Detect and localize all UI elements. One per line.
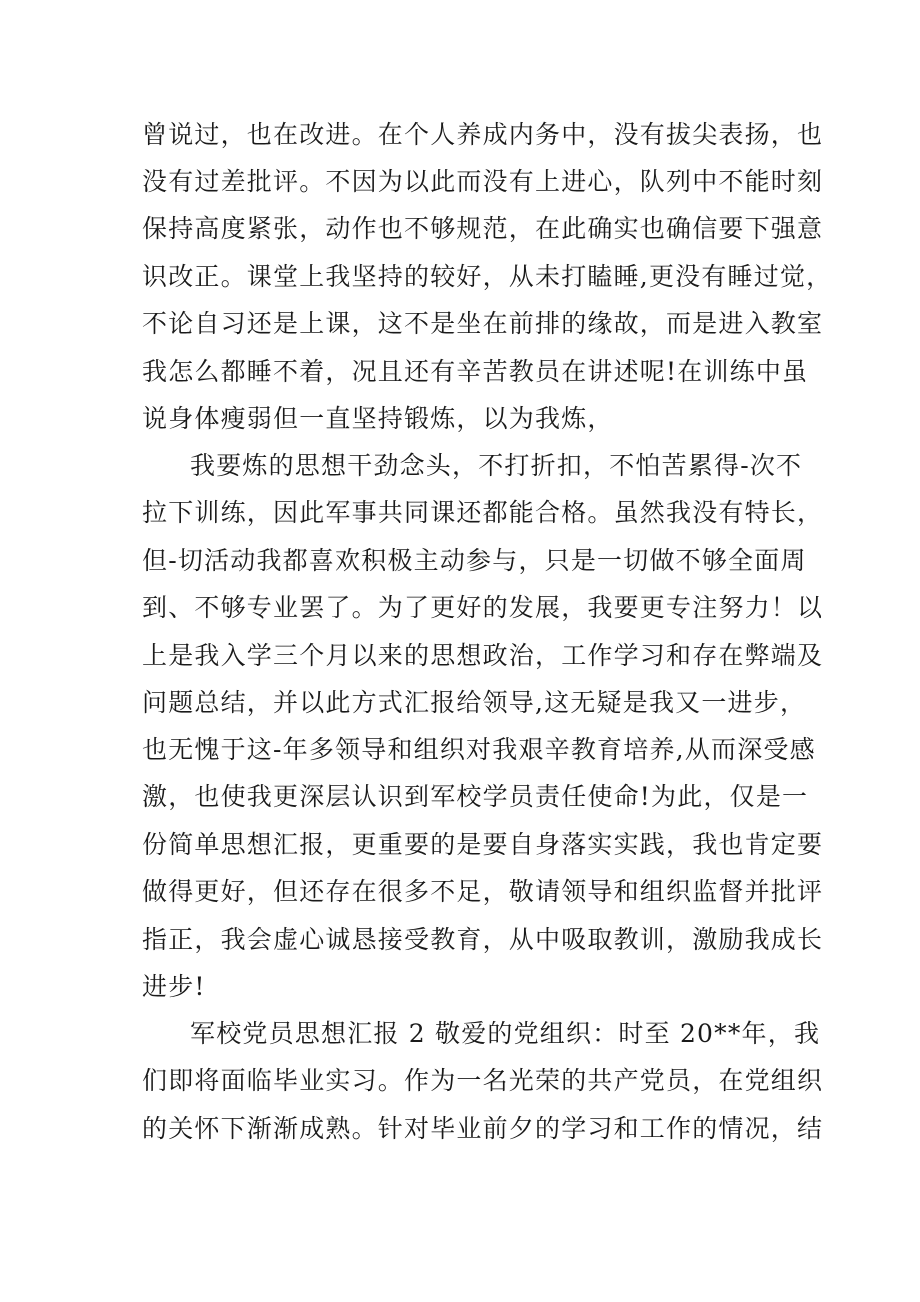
paragraph-start-line: 军校党员思想汇报 2 敬爱的党组织：时至 20**年，我 <box>190 1019 821 1048</box>
text-line: 说身体瘦弱但一直坚持锻炼，以为我炼， <box>142 404 614 433</box>
text-line: 曾说过，也在改进。在个人养成内务中，没有拔尖表扬，也 <box>142 120 824 149</box>
text-line: 做得更好，但还存在很多不足，敬请领导和组织监督并批评 <box>142 877 824 906</box>
text-line: 不论自习还是上课，这不是坐在前排的缘故，而是进入教室 <box>142 309 824 338</box>
text-line: 的关怀下渐渐成熟。针对毕业前夕的学习和工作的情况，结 <box>142 1114 824 1143</box>
paragraph-start-line: 我要炼的思想干劲念头，不打折扣，不怕苦累得-次不 <box>190 451 803 480</box>
text-line: 我怎么都睡不着，况且还有辛苦教员在讲述呢!在训练中虽 <box>142 357 809 386</box>
text-line: 到、不够专业罢了。为了更好的发展，我要更专注努力！以 <box>142 593 824 622</box>
text-line: 拉下训练，因此军事共同课还都能合格。虽然我没有特长， <box>142 498 824 527</box>
text-line: 问题总结，并以此方式汇报给领导,这无疑是我又一进步， <box>142 688 807 717</box>
text-line: 保持高度紧张，动作也不够规范，在此确实也确信要下强意 <box>142 214 824 243</box>
text-line: 但-切活动我都喜欢积极主动参与，只是一切做不够全面周 <box>142 546 807 575</box>
text-line: 没有过差批评。不因为以此而没有上进心，队列中不能时刻 <box>142 167 824 196</box>
text-line: 们即将面临毕业实习。作为一名光荣的共产党员，在党组织 <box>142 1066 824 1095</box>
text-line: 指正，我会虚心诚恳接受教育，从中吸取教训，激励我成长 <box>142 925 824 954</box>
text-line: 进步! <box>142 972 206 1001</box>
text-line: 激，也使我更深层认识到军校学员责任使命!为此，仅是一 <box>142 782 809 811</box>
text-line: 也无愧于这-年多领导和组织对我艰辛教育培养,从而深受感 <box>142 735 816 764</box>
text-line: 上是我入学三个月以来的思想政治，工作学习和存在弊端及 <box>142 641 824 670</box>
text-line: 识改正。课堂上我坚持的较好，从未打瞌睡,更没有睡过觉， <box>142 262 833 291</box>
text-line: 份简单思想汇报，更重要的是要自身落实实践，我也肯定要 <box>142 830 824 859</box>
